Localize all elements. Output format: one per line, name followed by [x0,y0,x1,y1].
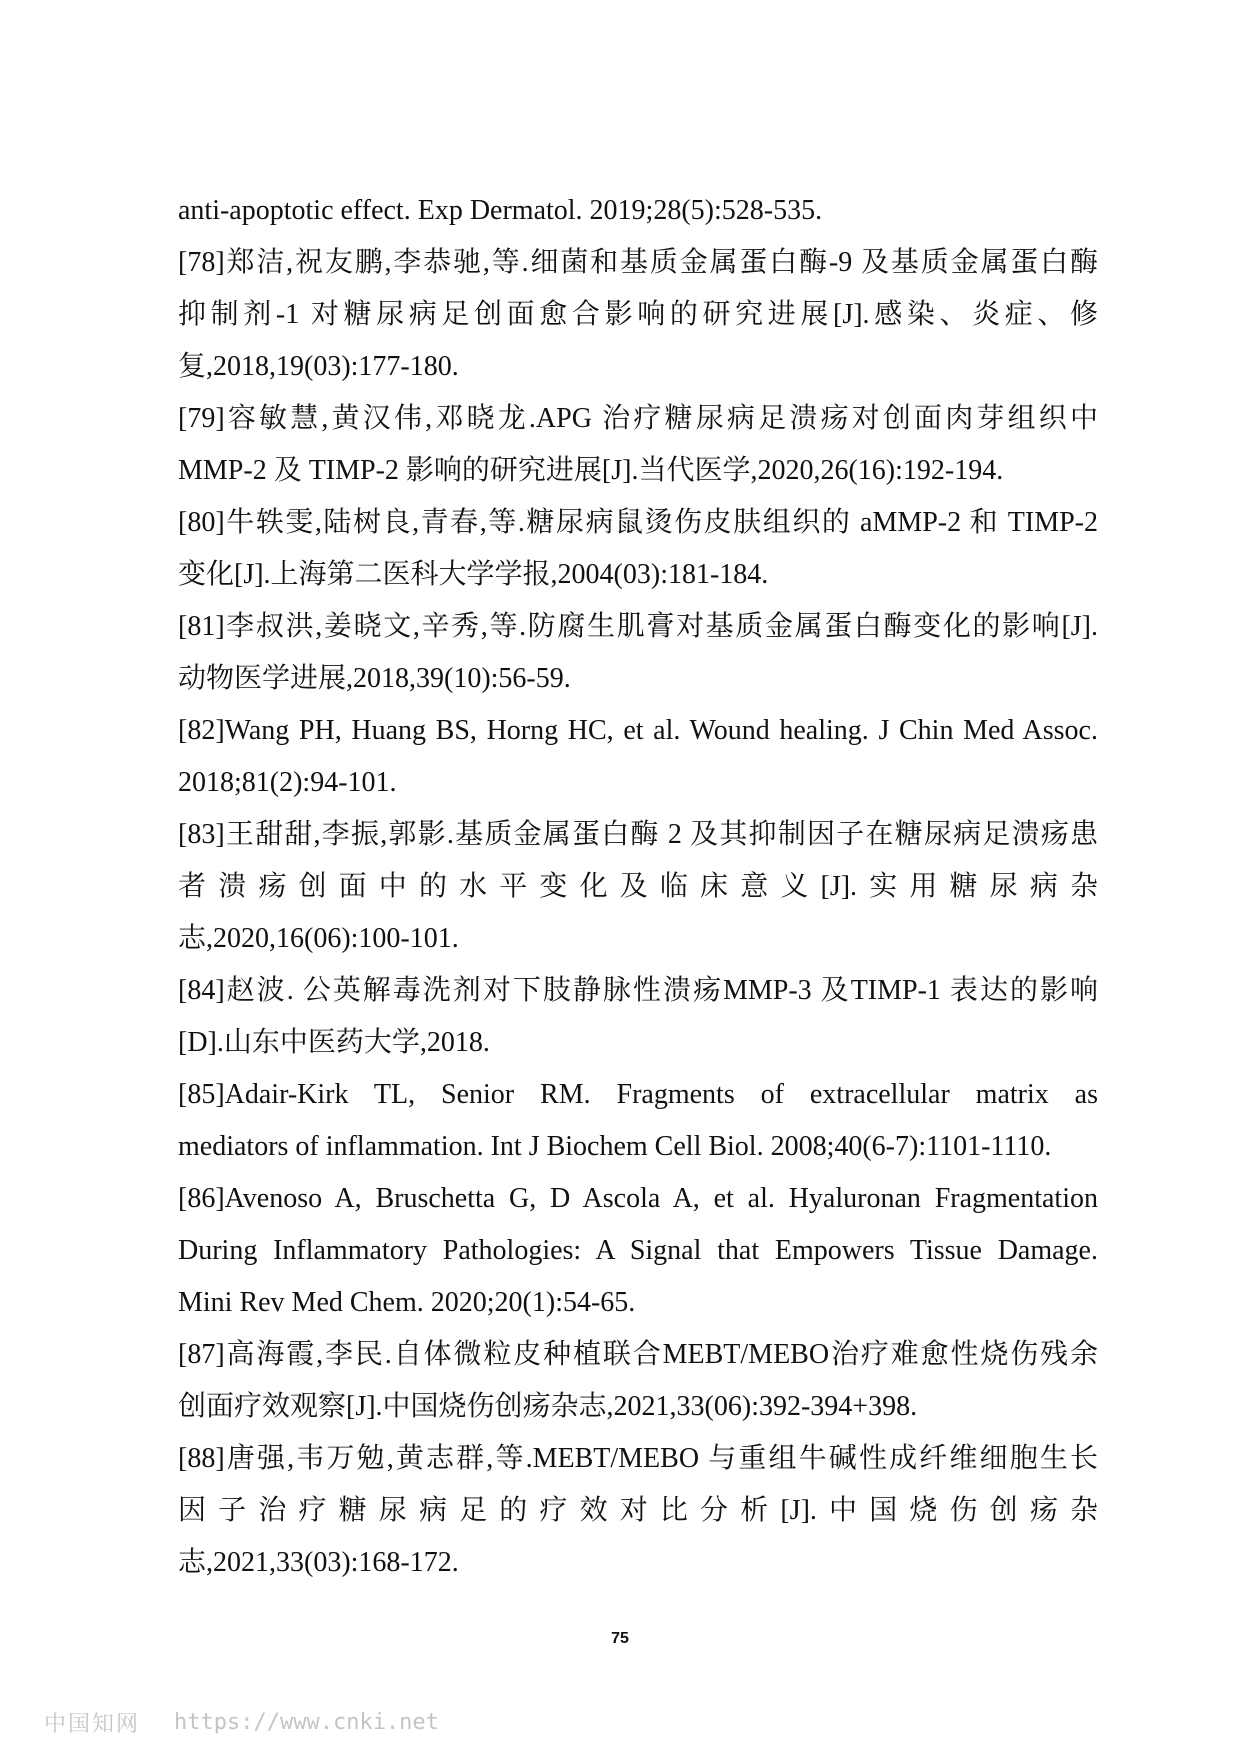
reference-81 [178,601,1098,705]
reference-line: [D].山东中医药大学,2018. [178,1027,490,1058]
reference-line: MMP-2 及 TIMP-2 影响的研究进展[J].当代医学,2020,26(16):192-194. [178,455,1004,486]
reference-line: 者溃疡创面中的水平变化及临床意义[J].实用糖尿病杂 [178,871,1098,902]
reference-line: 2018;81(2):94-101. [178,767,397,798]
reference-line: mediators of inflammation. Int J Biochem Cell Biol. 2008;40(6-7):1101-1110. [178,1131,1052,1162]
reference-88 [178,1433,1098,1589]
reference-list [178,185,1098,1589]
reference-line: Mini Rev Med Chem. 2020;20(1):54-65. [178,1287,636,1318]
reference-line: 志,2021,33(03):168-172. [178,1547,459,1578]
reference-83 [178,809,1098,965]
reference-line: [81]李叔洪,姜晓文,辛秀,等.防腐生肌膏对基质金属蛋白酶变化的影响[J]. [178,611,1098,642]
reference-line: 因子治疗糖尿病足的疗效对比分析[J].中国烧伤创疡杂 [178,1495,1098,1526]
reference-80 [178,497,1098,601]
reference-line: [86]Avenoso A, Bruschetta G, D Ascola A, et al. Hyaluronan Fragmentation [178,1183,1098,1214]
reference-86 [178,1173,1098,1329]
reference-84 [178,965,1098,1069]
watermark-logo: 中国知网 [44,1711,141,1737]
reference-line: 创面疗效观察[J].中国烧伤创疡杂志,2021,33(06):392-394+398. [178,1391,918,1422]
reference-78 [178,237,1098,393]
reference-line: 抑制剂-1 对糖尿病足创面愈合影响的研究进展[J].感染、炎症、修 [178,299,1098,330]
cnki-watermark [44,1706,439,1738]
reference-79 [178,393,1098,497]
reference-85 [178,1069,1098,1173]
reference-line: 复,2018,19(03):177-180. [178,351,459,382]
reference-line: During Inflammatory Pathologies: A Signal that Empowers Tissue Damage. [178,1235,1098,1266]
reference-line: [85]Adair-Kirk TL, Senior RM. Fragments of extracellular matrix as [178,1079,1098,1110]
reference-line: [78]郑洁,祝友鹏,李恭驰,等.细菌和基质金属蛋白酶-9 及基质金属蛋白酶 [178,247,1098,278]
reference-87 [178,1329,1098,1433]
reference-line: 志,2020,16(06):100-101. [178,923,459,954]
reference-77-continued [178,185,1098,237]
reference-line: [80]牛轶雯,陆树良,青春,等.糖尿病鼠烫伤皮肤组织的 aMMP-2 和 TIMP-2 [178,507,1098,538]
page-number: 75 [611,1630,629,1647]
reference-line: [88]唐强,韦万勉,黄志群,等.MEBT/MEBO 与重组牛碱性成纤维细胞生长 [178,1443,1098,1474]
reference-line: [84]赵波. 公英解毒洗剂对下肢静脉性溃疡MMP-3 及TIMP-1 表达的影响 [178,975,1098,1006]
watermark-url: https://www.cnki.net [174,1709,439,1735]
reference-82 [178,705,1098,809]
reference-line: 动物医学进展,2018,39(10):56-59. [178,663,571,694]
reference-line: [87]高海霞,李民.自体微粒皮种植联合MEBT/MEBO治疗难愈性烧伤残余 [178,1339,1098,1370]
reference-line: [82]Wang PH, Huang BS, Horng HC, et al. Wound healing. J Chin Med Assoc. [178,715,1098,746]
reference-line: [83]王甜甜,李振,郭影.基质金属蛋白酶 2 及其抑制因子在糖尿病足溃疡患 [178,819,1098,850]
reference-line: anti-apoptotic effect. Exp Dermatol. 2019;28(5):528-535. [178,195,823,226]
reference-line: 变化[J].上海第二医科大学学报,2004(03):181-184. [178,559,769,590]
reference-line: [79]容敏慧,黄汉伟,邓晓龙.APG 治疗糖尿病足溃疡对创面肉芽组织中 [178,403,1098,434]
